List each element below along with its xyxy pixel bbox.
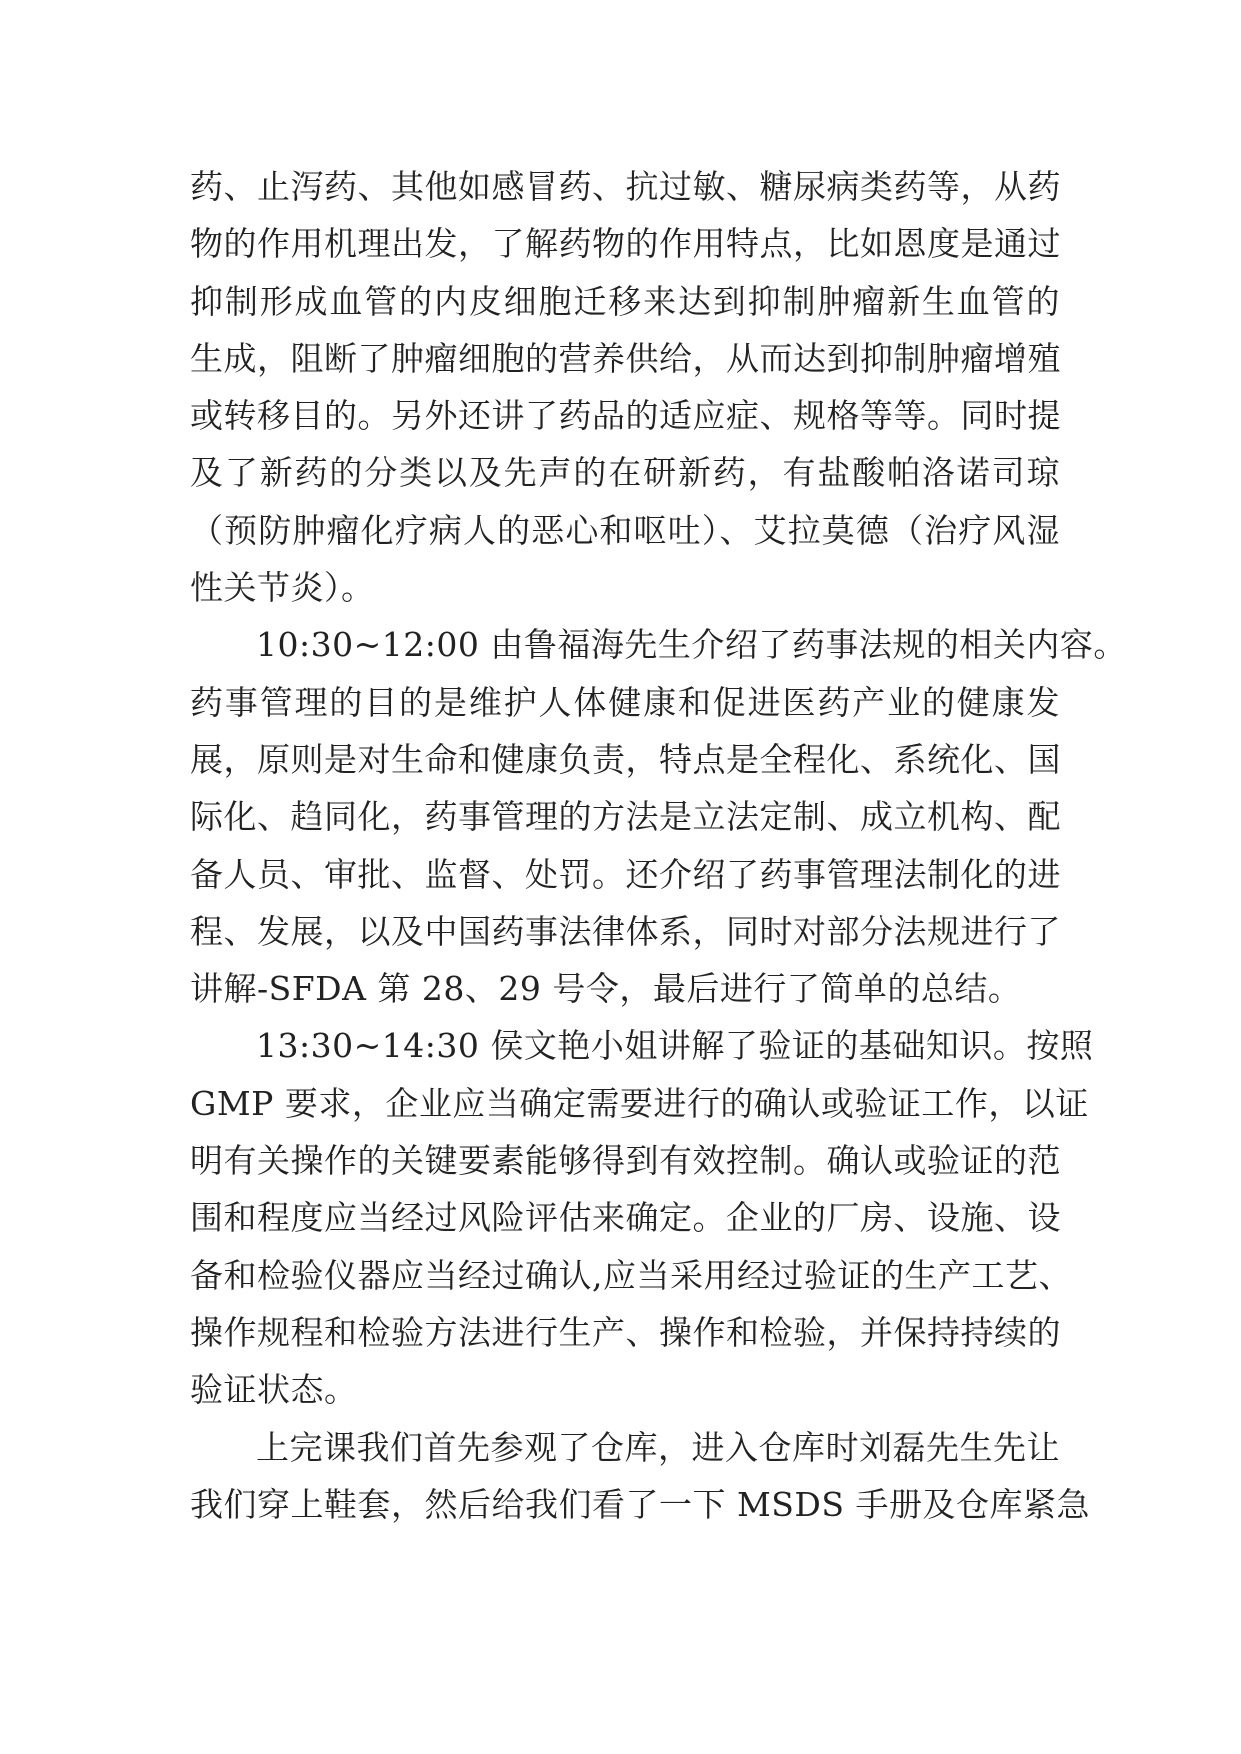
text-line: 备和检验仪器应当经过确认,应当采用经过验证的生产工艺、 <box>190 1255 1072 1295</box>
text-line: 上完课我们首先参观了仓库，进入仓库时刘磊先生先让 <box>256 1427 1060 1467</box>
text-line: （预防肿瘤化疗病人的恶心和呕吐）、艾拉莫德（治疗风湿 <box>190 510 1060 550</box>
text-line: 抑制形成血管的内皮细胞迁移来达到抑制肿瘤新生血管的 <box>190 281 1060 321</box>
text-line: 或转移目的。另外还讲了药品的适应症、规格等等。同时提 <box>190 396 1061 436</box>
text-line: 药事管理的目的是维护人体健康和促进医药产业的健康发 <box>190 682 1060 722</box>
text-line: 药、止泻药、其他如感冒药、抗过敏、糖尿病类药等，从药 <box>190 167 1061 206</box>
paragraph <box>190 616 1127 1017</box>
text-line: 物的作用机理出发，了解药物的作用特点，比如恩度是通过 <box>190 224 1061 264</box>
text-line: 及了新药的分类以及先声的在研新药，有盐酸帕洛诺司琼 <box>190 453 1060 493</box>
text-line: 验证状态。 <box>190 1370 358 1410</box>
paragraph <box>190 1017 1094 1418</box>
text-line: 围和程度应当经过风险评估来确定。企业的厂房、设施、设 <box>190 1198 1061 1238</box>
text-line: 讲解-SFDA 第 28、29 号令，最后进行了简单的总结。 <box>190 969 1022 1009</box>
text-line: 性关节炎）。 <box>190 568 375 608</box>
paragraph <box>190 158 1060 616</box>
paragraph <box>190 1419 1090 1534</box>
text-line: 操作规程和检验方法进行生产、操作和检验，并保持持续的 <box>190 1312 1061 1352</box>
text-line: 13:30~14:30 侯文艳小姐讲解了验证的基础知识。按照 <box>256 1026 1094 1066</box>
document-body <box>190 158 1127 1533</box>
text-line: 10:30~12:00 由鲁福海先生介绍了药事法规的相关内容。 <box>256 625 1127 665</box>
text-line: 生成，阻断了肿瘤细胞的营养供给，从而达到抑制肿瘤增殖 <box>190 338 1061 378</box>
text-line: 际化、趋同化，药事管理的方法是立法定制、成立机构、配 <box>190 797 1061 837</box>
text-line: 展，原则是对生命和健康负责，特点是全程化、系统化、国 <box>190 739 1061 779</box>
text-line: 备人员、审批、监督、处罚。还介绍了药事管理法制化的进 <box>190 854 1061 894</box>
text-line: 程、发展，以及中国药事法律体系，同时对部分法规进行了 <box>190 911 1061 951</box>
text-line: 明有关操作的关键要素能够得到有效控制。确认或验证的范 <box>190 1141 1061 1181</box>
text-line: 我们穿上鞋套，然后给我们看了一下 MSDS 手册及仓库紧急 <box>190 1484 1090 1524</box>
text-line: GMP 要求，企业应当确定需要进行的确认或验证工作，以证 <box>190 1083 1089 1123</box>
